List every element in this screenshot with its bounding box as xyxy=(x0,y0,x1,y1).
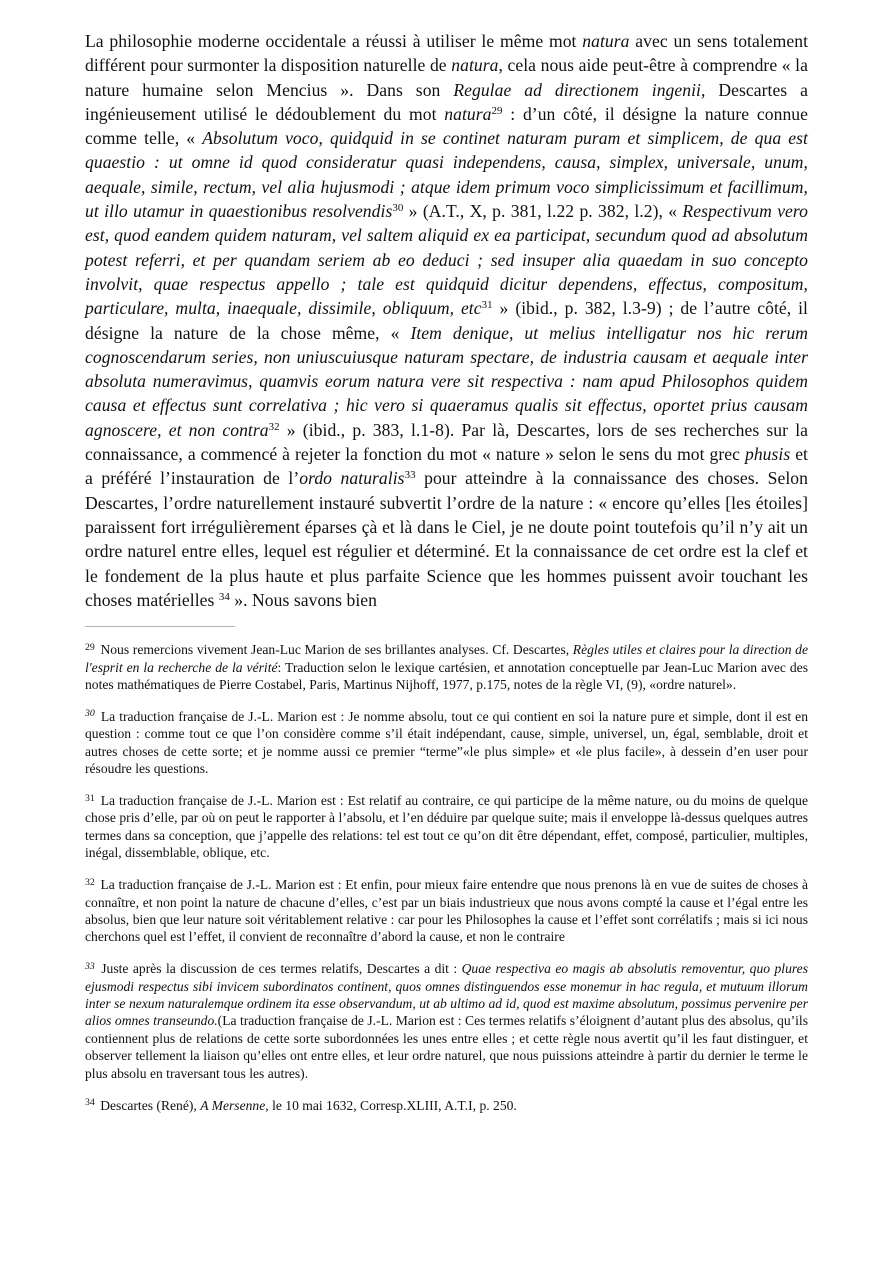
footnote-32 xyxy=(85,876,808,946)
footnote-reference: 31 xyxy=(481,299,493,312)
italic-text: phusis xyxy=(744,444,791,465)
footnote-number: 31 xyxy=(85,792,95,804)
text-run: La traduction française de J.-L. Marion est : Et enfin, pour mieux faire entendre que nous prenons là en vue de suites de choses à connaître, et non point la nature de chacune d’elles, c’est par un biais industrieux que nous avons compté la cause et l’égal entre les absolus, bien que leur nature soit véritablement relative : car pour les Philosophes la cause et l’effet sont corrélatifs ; mais si ici nous cherchons quel est l’effet, il convient de reconnaître d’abord la cause, et non le contraire xyxy=(85,877,808,945)
text-run: , Descartes a ingénieusement utilisé le dédoublement du mot xyxy=(85,79,808,124)
footnote-reference: 32 xyxy=(268,420,280,433)
footnote-34 xyxy=(85,1097,808,1114)
footnote-reference: 34 xyxy=(218,590,230,603)
italic-text: Absolutum voco, quidquid in se continet naturam puram et simplicem, de qua est quaestio : ut omne id quod consideratur quasi independens, causa, simplex, universale, unum, aequale, simile, rectum, vel alia hujusmodi ; atque idem primum voco simplicissimum et facillimum, ut illo utamur in quaestionibus resolvendis xyxy=(85,128,808,222)
text-run: ». Nous savons bien xyxy=(229,589,377,610)
italic-text: Respectivum vero est, quod eandem quidem naturam, vel saltem aliquid ex ea participat, secundum quod ad absolutum potest referri, et per quandam seriem ab eo deduci ; sed insuper alia quaedam in suo concepto involvit, quae respectus appello ; tale est quidquid dicitur dependens, effectus, compositum, particulare, multa, inaequale, dissimile, obliquum, etc xyxy=(85,201,808,319)
footnote-reference: 29 xyxy=(491,104,503,117)
footnote-number: 29 xyxy=(85,641,95,653)
footnote-29 xyxy=(85,641,808,693)
italic-text: Item denique, ut melius intelligatur nos hic rerum cognoscendarum series, non uniuscuiusque naturam spectare, de industria causam et aequale inter absoluta numeravimus, quamvis eorum natura vere sit respectiva : nam apud Philosophos quidem causa et effectus sunt correlativa ; hic vero si quaeramus qualis sit effectus, oportet prius causam agnoscere, et non contra xyxy=(85,322,808,440)
footnote-reference: 30 xyxy=(392,202,404,215)
italic-text: ordo naturalis xyxy=(299,468,405,489)
footnote-30 xyxy=(85,708,808,778)
text-run: avec un sens totalement différent pour surmonter la disposition naturelle de xyxy=(85,31,809,76)
footnote-number: 32 xyxy=(85,876,95,888)
text-run: (La traduction française de J.-L. Marion est : Ces termes relatifs s’éloignent d’autant plus des absolus, qu’ils contiennent plus de relations de cette sorte subordonnées les unes entre elles ; et cette règle nous avertit qu’il les faut distinguer, et observer tellement la liaison qu’elles ont entre elles, et leur ordre naturel, que nous puissions atteindre à partir du dernier le terme le plus absolu en traversant tous les autres). xyxy=(85,1013,808,1081)
text-run: et a préféré l’instauration de l’ xyxy=(85,444,808,489)
text-run: Juste après la discussion de ces termes relatifs, Descartes a dit : xyxy=(101,961,462,977)
text-run: pour atteindre à la connaissance des choses. Selon Descartes, l’ordre naturellement instauré subvertit l’ordre de la nature : « encore qu’elles [les étoiles] paraissent fort irrégulièrement éparses çà et là dans le Ciel, je ne doute point toutefois qu’il n’y ait un ordre naturel entre elles, lequel est régulier et déterminé. Et la connaissance de cet ordre est la clef et le fondement de la plus haute et plus parfaite Science que les hommes puissent avoir touchant les choses matérielles xyxy=(85,468,808,610)
footnote-number: 30 xyxy=(85,708,95,720)
text-run: Nous remercions vivement Jean-Luc Marion de ses brillantes analyses. Cf. Descartes, xyxy=(100,642,573,658)
italic-text: Quae respectiva eo magis ab absolutis removentur, quo plures ejusmodi respectus sibi invicem subordinatos continent, quos omnes distinguendos esse monemur in hac regula, et mutuum illorum inter se nexum naturalemque ordinem ita esse observandum, ut ab ultimo ad id, quod est maxime absolutum, possimus pervenire per alios omnes transeundo. xyxy=(85,961,808,1029)
footnote-33 xyxy=(85,960,808,1082)
footnote-reference: 33 xyxy=(404,469,416,482)
footnote-number: 33 xyxy=(85,960,95,972)
text-run: : d’un côté, il désigne la nature connue comme telle, « xyxy=(85,103,808,149)
text-run: Descartes (René), xyxy=(100,1097,201,1113)
footnote-number: 34 xyxy=(85,1097,95,1109)
document-page xyxy=(85,29,808,1128)
footnote-31 xyxy=(85,792,808,862)
text-run: » (ibid., p. 383, l.1-8). Par là, Descartes, lors de ses recherches sur la connaissance, a commencé à rejeter la fonction du mot « nature » selon le sens du mot grec xyxy=(85,419,808,465)
italic-text: natura xyxy=(451,55,499,76)
text-run: » (ibid., p. 382, l.3-9) ; de l’autre côté, il désigne la nature de la chose même, « xyxy=(85,298,808,343)
main-paragraph xyxy=(85,29,808,612)
text-run: , le 10 mai 1632, Corresp.XLIII, A.T.I, p. 250. xyxy=(265,1097,517,1113)
text-run: » (A.T., X, p. 381, l.22 p. 382, l.2), « xyxy=(403,201,683,222)
text-run: : Traduction selon le lexique cartésien, et annotation conceptuelle par Jean-Luc Marion avec des notes mathématiques de Pierre Costabel, Paris, Martinus Nijhoff, 1977, p.175, notes de la règle VI, (9), «ordre naturel». xyxy=(85,659,808,692)
text-run: La traduction française de J.-L. Marion est : Est relatif au contraire, ce qui participe de la même nature, ou du moins de quelque chose pris d’elle, par où on peut le rapporter à l’absolu, et l’en déduire par quelque suite; mais il enveloppe là-dessus quelques autres termes dans sa conception, que j’appelle des relations: tel est tout ce qu’on dit être dépendant, effet, composé, particulier, multiples, inégal, dissemblable, oblique, etc. xyxy=(85,792,808,861)
text-run: La traduction française de J.-L. Marion est : Je nomme absolu, tout ce qui contient en soi la nature pure et simple, dont il est en question : comme tout ce que l’on considère comme s’il était indépendant, cause, simple, universel, un, égal, semblable, droit et autres choses de cette sorte; et je nomme aussi ce premier “terme”«le plus simple» et «le plus facile», à dessein d’en user pour résoudre les questions. xyxy=(85,708,808,777)
footnotes-section xyxy=(85,641,808,1114)
italic-text: natura xyxy=(582,31,630,51)
footnote-separator xyxy=(85,626,235,627)
italic-text: natura xyxy=(444,103,492,124)
text-run: , cela nous aide peut-être à comprendre « la nature humaine selon Mencius ». Dans son xyxy=(85,55,808,100)
italic-text: A Mersenne xyxy=(200,1097,266,1113)
text-run: La philosophie moderne occidentale a réussi à utiliser le même mot xyxy=(85,31,583,51)
italic-text: Règles utiles et claires pour la direction de l'esprit en la recherche de la vérité xyxy=(85,642,808,675)
italic-text: Regulae ad directionem ingenii xyxy=(453,79,701,100)
